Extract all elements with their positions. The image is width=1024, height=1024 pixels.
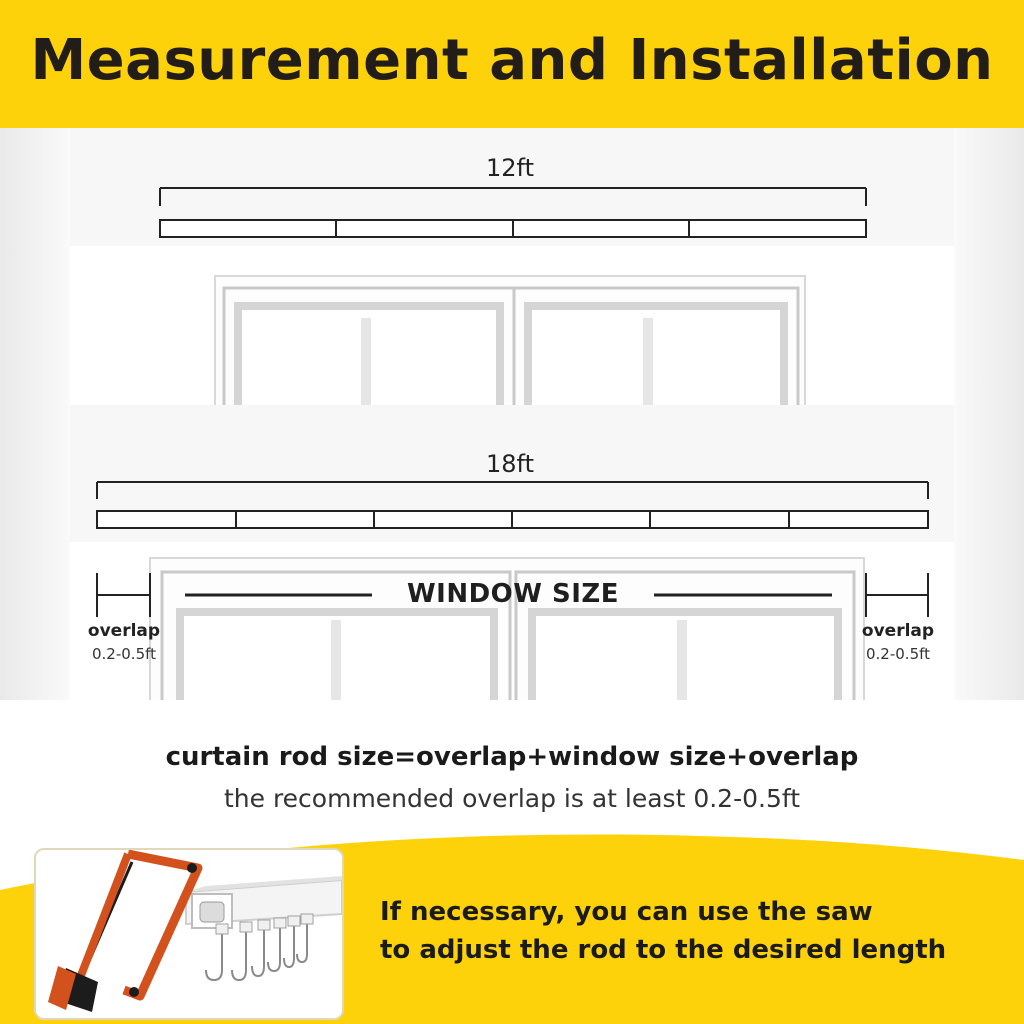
dimension-bracket — [160, 188, 866, 206]
overlap-marker-right — [866, 573, 928, 617]
rod-length-label: 18ft — [486, 450, 534, 478]
page-title: Measurement and Installation — [30, 28, 994, 93]
overlap-right-range: 0.2-0.5ft — [865, 645, 931, 663]
rod-diagram-12ft — [0, 128, 1024, 405]
formula-text: curtain rod size=overlap+window size+overlap — [165, 742, 859, 772]
overlap-left-range: 0.2-0.5ft — [91, 645, 157, 663]
rod-length-label: 12ft — [486, 154, 534, 182]
hacksaw — [48, 854, 198, 1012]
overlap-marker-left — [97, 573, 150, 617]
scene-12ft — [0, 128, 1024, 405]
saw-tip-line2: to adjust the rod to the desired length — [380, 935, 947, 965]
curtain-rod — [97, 511, 928, 528]
window-frame — [215, 276, 805, 405]
saw-illustration-card — [34, 848, 344, 1020]
overlap-left-label: overlap — [87, 621, 161, 641]
scene-18ft — [0, 405, 1024, 700]
overlap-right-label: overlap — [861, 621, 935, 641]
hacksaw-and-rod-icon — [36, 850, 342, 1018]
dimension-bracket — [97, 482, 928, 499]
curtain-rod — [160, 220, 866, 237]
window-size-label: WINDOW SIZE — [406, 579, 620, 609]
recommendation-text: the recommended overlap is at least 0.2-0.5ft — [223, 784, 801, 813]
saw-tip — [380, 893, 1020, 969]
saw-tip-line1: If necessary, you can use the saw — [380, 897, 873, 927]
